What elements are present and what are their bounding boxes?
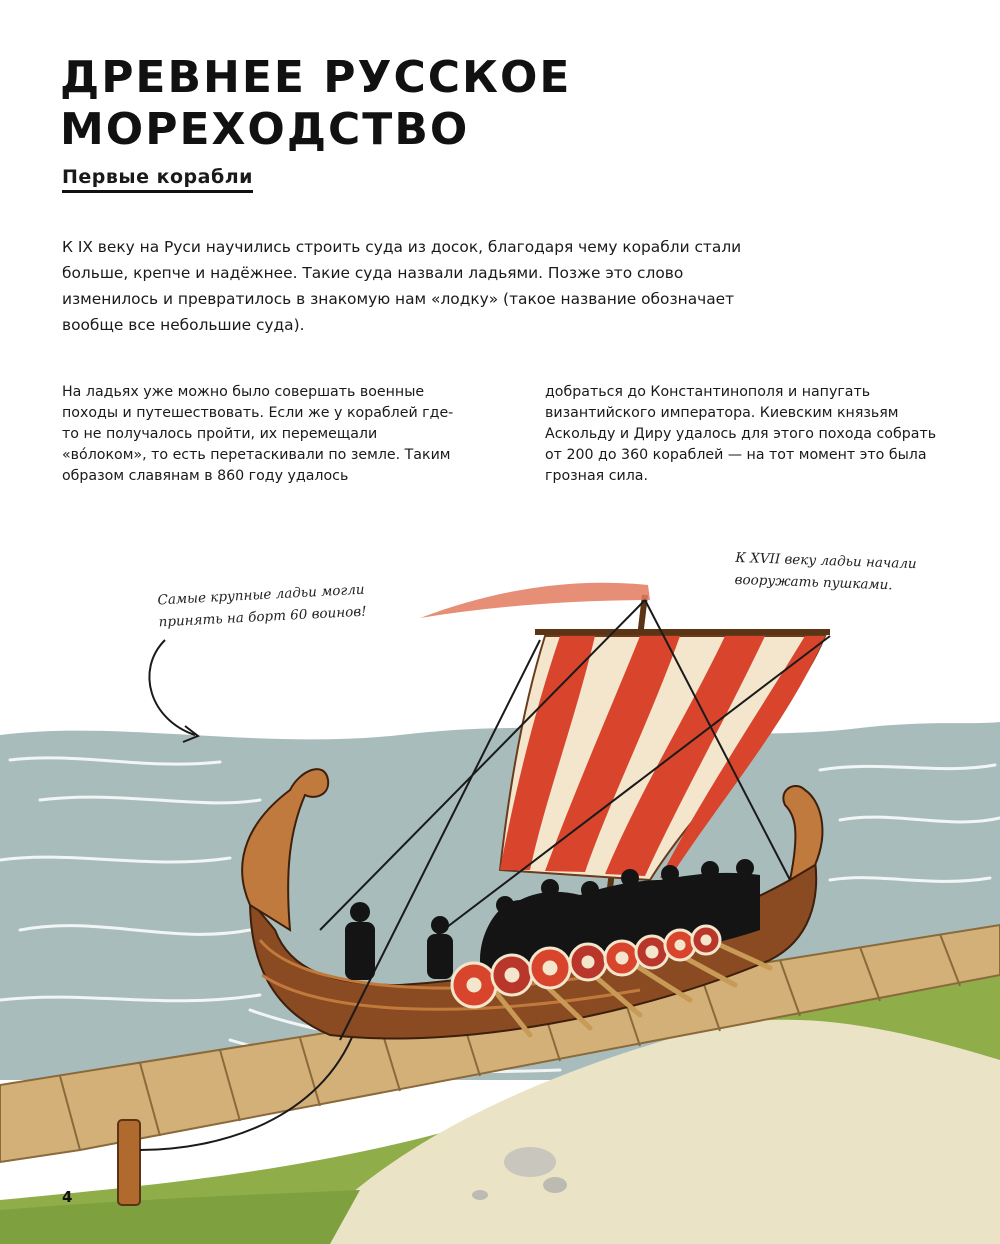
page-title <box>60 52 760 156</box>
longship-illustration <box>0 500 1000 1244</box>
intro-paragraph: К IX веку на Руси научились строить суда из досок, благодаря чему корабли стали больше, крепче и надёжнее. Такие суда назвали ладьями. Позже это слово изменилось и превратилось в знакомую нам «лодку» (такое название обозначает вообще все небольшие суда). <box>62 238 742 334</box>
callout-note-right-line-1: К XVII веку ладьи начали <box>735 549 917 573</box>
callout-note-left-line-1: Самые крупные ладьи могли <box>157 581 365 609</box>
page-title-line-1: ДРЕВНЕЕ РУССКОЕ <box>60 52 572 103</box>
page-number: 4 <box>62 1188 73 1206</box>
page-title-line-2: МОРЕХОДСТВО <box>60 104 470 155</box>
callout-note-left-line-2: принять на борт 60 воинов! <box>158 603 367 631</box>
callout-note-right <box>734 547 917 597</box>
body-column-left: На ладьях уже можно было совершать военные походы и путешествовать. Если же у кораблей где-то не получалось пройти, их перемещали «вóлоком», то есть перетаскивали по земле. Таким образом славянам в 860 году удалось <box>62 384 454 484</box>
section-subtitle: Первые корабли <box>62 166 253 193</box>
body-column-right: добраться до Константинополя и напугать византийского императора. Киевским князьям Аскольду и Диру удалось для этого похода собрать от 200 до 360 кораблей — на тот момент это была грозная сила. <box>545 384 937 484</box>
callout-note-right-line-2: вооружать пушками. <box>734 571 893 594</box>
